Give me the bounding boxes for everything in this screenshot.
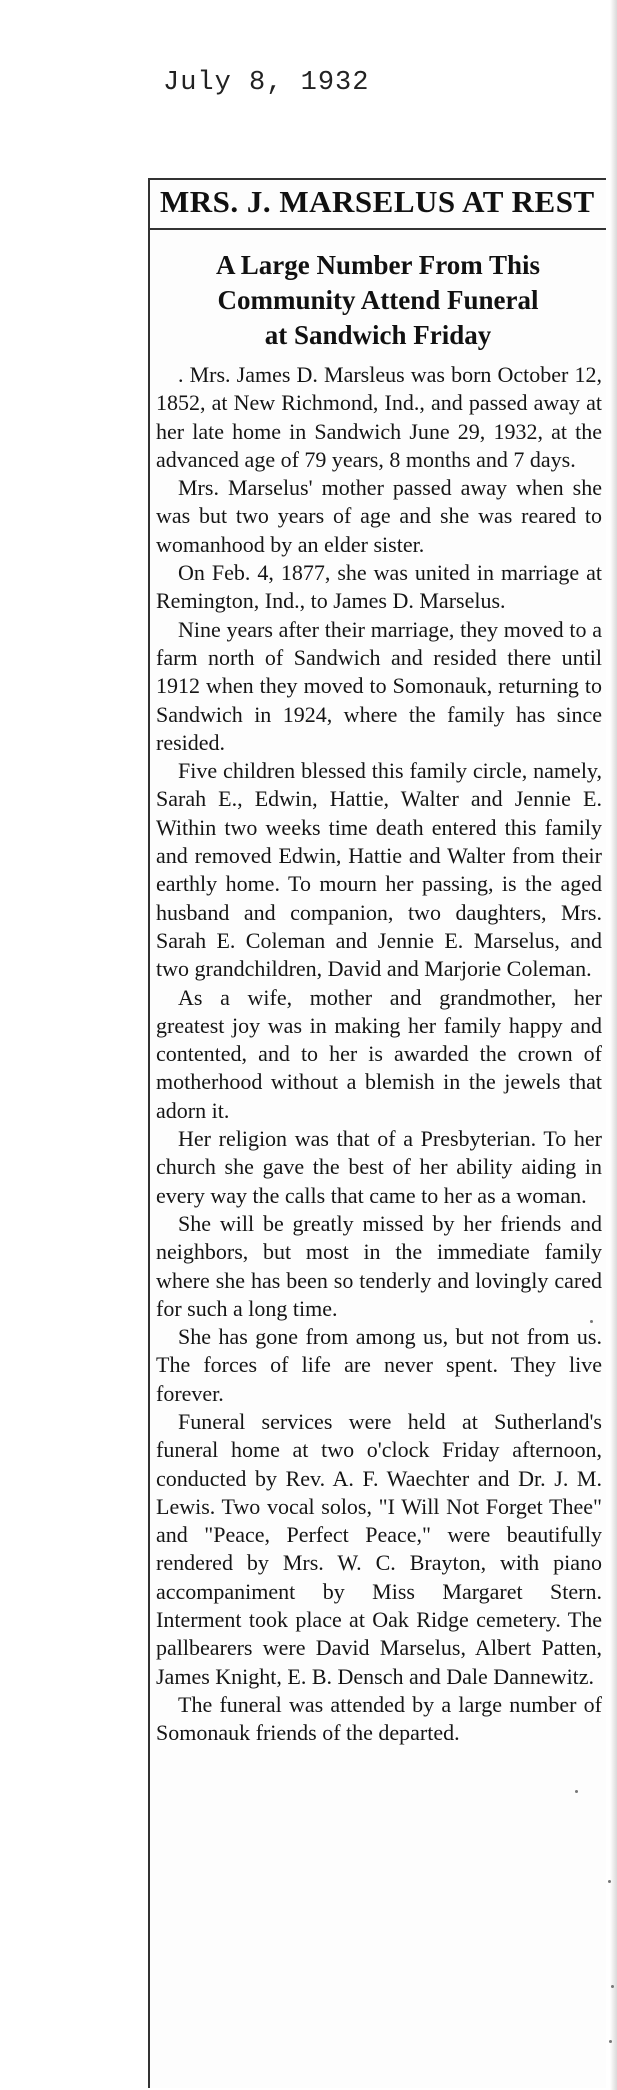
scan-speck <box>590 1320 593 1323</box>
scan-speck <box>609 2040 612 2043</box>
sub-headline-line: Community Attend Funeral <box>217 285 539 315</box>
newspaper-clipping <box>148 178 606 2088</box>
headline-top-rule <box>150 178 606 180</box>
main-headline: MRS. J. MARSELUS AT REST <box>160 184 595 219</box>
article-paragraph: Mrs. Marselus' mother passed away when she was but two years of age and she was reared to womanhood by an elder sister. <box>156 475 602 557</box>
scan-right-edge <box>610 0 617 2090</box>
sub-headline-line: A Large Number From This <box>215 250 540 280</box>
article-paragraph: Funeral services were held at Sutherland's funeral home at two o'clock Friday afternoon, conducted by Rev. A. F. Waechter and Dr. J. M. Lewis. Two vocal solos, "I Will Not Forget Thee" and "Peace, Perfect Peace," were beautifully rendered by Mrs. W. C. Brayton, with piano accompaniment by Miss Margaret Stern. Interment took place at Oak Ridge cemetery. The pallbearers were David Marselus, Albert Patten, James Knight, E. B. Densch and Dale Dannewitz. <box>156 1408 602 1689</box>
headline-bottom-rule <box>150 228 606 230</box>
article-paragraph: Five children blessed this family circle, namely, Sarah E., Edwin, Hattie, Walter and Jennie E. Within two weeks time death entered this family and removed Edwin, Hattie and Walter from their earthly home. To mourn her passing, is the aged husband and companion, two daughters, Mrs. Sarah E. Coleman and Jennie E. Marselus, and two grandchildren, David and Marjorie Coleman. <box>156 758 602 982</box>
scan-speck <box>608 1880 611 1883</box>
article-paragraph: As a wife, mother and grandmother, her greatest joy was in making her family happy and contented, and to her is awarded the crown of motherhood without a blemish in the jewels that adorn it. <box>156 984 602 1123</box>
article-paragraph: She has gone from among us, but not from us. The forces of life are never spent. They live forever. <box>156 1324 602 1406</box>
article-paragraph: Her religion was that of a Presbyterian. To her church she gave the best of her ability aiding in every way the calls that came to her as a woman. <box>156 1126 602 1208</box>
article-paragraph: . Mrs. James D. Marsleus was born October 12, 1852, at New Richmond, Ind., and passed away at her late home in Sandwich June 29, 1932, at the advanced age of 79 years, 8 months and 7 days. <box>156 362 602 472</box>
article-paragraph: She will be greatly missed by her friends and neighbors, but most in the immediate family where she has been so tenderly and lovingly cared for such a long time. <box>156 1210 602 1321</box>
article-body <box>156 361 602 1748</box>
sub-headline-line: at Sandwich Friday <box>264 320 492 350</box>
article-paragraph: The funeral was attended by a large number of Somonauk friends of the departed. <box>156 1691 602 1746</box>
article-paragraph: On Feb. 4, 1877, she was united in marriage at Remington, Ind., to James D. Marselus. <box>156 560 602 614</box>
sub-headline <box>150 248 606 353</box>
scan-speck <box>611 1985 614 1988</box>
article-paragraph: Nine years after their marriage, they moved to a farm north of Sandwich and resided there until 1912 when they moved to Somonauk, returning to Sandwich in 1924, where the family has since resided. <box>156 616 602 755</box>
date-stamp: July 8, 1932 <box>163 68 370 98</box>
scan-speck <box>575 1790 578 1793</box>
